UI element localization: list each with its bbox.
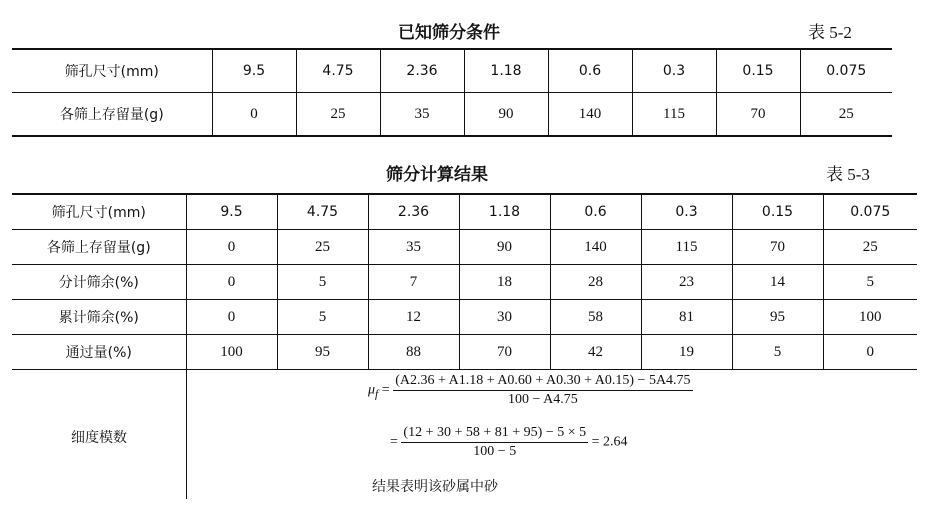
table-cell: 140 — [550, 230, 641, 265]
row-label: 分计筛余(%) — [12, 265, 186, 300]
table-cell: 0.3 — [641, 194, 732, 230]
fineness-label: 细度模数 — [71, 430, 127, 446]
table-row — [12, 300, 917, 335]
table-cell: 9.5 — [212, 49, 296, 93]
table-cell: 90 — [464, 93, 548, 137]
table-cell: 0 — [186, 300, 277, 335]
table-cell: 70 — [732, 230, 823, 265]
formula-fraction-2 — [401, 425, 588, 460]
table1-number: 表 5-2 — [808, 23, 852, 42]
table-cell: 95 — [732, 300, 823, 335]
table-cell: 28 — [550, 265, 641, 300]
table-cell: 70 — [716, 93, 800, 137]
table-cell: 0 — [186, 230, 277, 265]
table-cell: 2.36 — [368, 194, 459, 230]
table-row — [12, 93, 892, 137]
table-cell: 0.075 — [823, 194, 917, 230]
table-cell: 4.75 — [296, 49, 380, 93]
table-cell: 0.3 — [632, 49, 716, 93]
fineness-section — [12, 369, 917, 499]
table-cell: 100 — [823, 300, 917, 335]
equals-sign: = — [390, 434, 398, 450]
table2-number: 表 5-3 — [826, 165, 870, 184]
table-cell: 0.15 — [732, 194, 823, 230]
table-cell: 25 — [277, 230, 368, 265]
formula-numerator-2: (12 + 30 + 58 + 81 + 95) − 5 × 5 — [401, 425, 588, 443]
table-cell: 1.18 — [459, 194, 550, 230]
table-cell: 25 — [823, 230, 917, 265]
conclusion-text: 结果表明该砂属中砂 — [372, 479, 498, 495]
table-cell: 1.18 — [464, 49, 548, 93]
formula-result: = 2.64 — [591, 434, 628, 450]
table-cell: 115 — [632, 93, 716, 137]
table-row — [12, 265, 917, 300]
table-cell: 18 — [459, 265, 550, 300]
table-cell: 35 — [368, 230, 459, 265]
table-cell: 88 — [368, 335, 459, 370]
table-cell: 23 — [641, 265, 732, 300]
table-row — [12, 335, 917, 370]
table-cell: 4.75 — [277, 194, 368, 230]
table-cell: 19 — [641, 335, 732, 370]
table-row — [12, 49, 892, 93]
table-row — [12, 230, 917, 265]
table-cell: 5 — [732, 335, 823, 370]
table-cell: 14 — [732, 265, 823, 300]
mu-subscript: f — [375, 387, 379, 401]
row-label: 筛孔尺寸(mm) — [12, 194, 186, 230]
equals-sign: = — [381, 382, 390, 398]
mu-symbol: μ — [368, 382, 376, 398]
table-cell: 100 — [186, 335, 277, 370]
formula-denominator-2: 100 − 5 — [473, 444, 517, 459]
table-cell: 70 — [459, 335, 550, 370]
table-cell: 0 — [212, 93, 296, 137]
table-cell: 5 — [277, 300, 368, 335]
table-cell: 5 — [277, 265, 368, 300]
row-label: 各筛上存留量(g) — [59, 107, 164, 123]
table-cell: 95 — [277, 335, 368, 370]
table-cell: 0.6 — [548, 49, 632, 93]
formula-line-1 — [368, 373, 693, 408]
table-cell: 25 — [800, 93, 892, 137]
row-label: 筛孔尺寸(mm) — [12, 49, 212, 93]
table-cell: 140 — [548, 93, 632, 137]
table-cell: 0.15 — [716, 49, 800, 93]
table-cell: 2.36 — [380, 49, 464, 93]
table-cell: 0.6 — [550, 194, 641, 230]
table-cell: 90 — [459, 230, 550, 265]
table-cell: 115 — [641, 230, 732, 265]
table-cell: 42 — [550, 335, 641, 370]
formula-denominator-1: 100 − A4.75 — [508, 392, 578, 407]
table-cell: 30 — [459, 300, 550, 335]
table-5-2 — [12, 48, 892, 137]
table-row — [12, 194, 917, 230]
table-cell: 0 — [186, 265, 277, 300]
table-cell: 58 — [550, 300, 641, 335]
table1-caption: 已知筛分条件 — [398, 23, 500, 43]
table-cell: 0.075 — [800, 49, 892, 93]
table-cell: 5 — [823, 265, 917, 300]
formula-fraction-1 — [393, 373, 692, 408]
formula-numerator-1: (A2.36 + A1.18 + A0.60 + A0.30 + A0.15) − 5A4.75 — [393, 373, 692, 391]
table-cell: 7 — [368, 265, 459, 300]
table-cell: 81 — [641, 300, 732, 335]
table-cell: 35 — [380, 93, 464, 137]
table-cell: 12 — [368, 300, 459, 335]
table2-caption: 筛分计算结果 — [386, 165, 488, 185]
table-cell: 0 — [823, 335, 917, 370]
formula-line-2 — [390, 425, 628, 460]
row-label: 累计筛余(%) — [12, 300, 186, 335]
row-label: 各筛上存留量(g) — [12, 230, 186, 265]
table-cell: 9.5 — [186, 194, 277, 230]
table-5-3 — [12, 193, 917, 370]
table-cell: 25 — [296, 93, 380, 137]
row-label: 通过量(%) — [12, 335, 186, 370]
divider — [186, 369, 187, 499]
